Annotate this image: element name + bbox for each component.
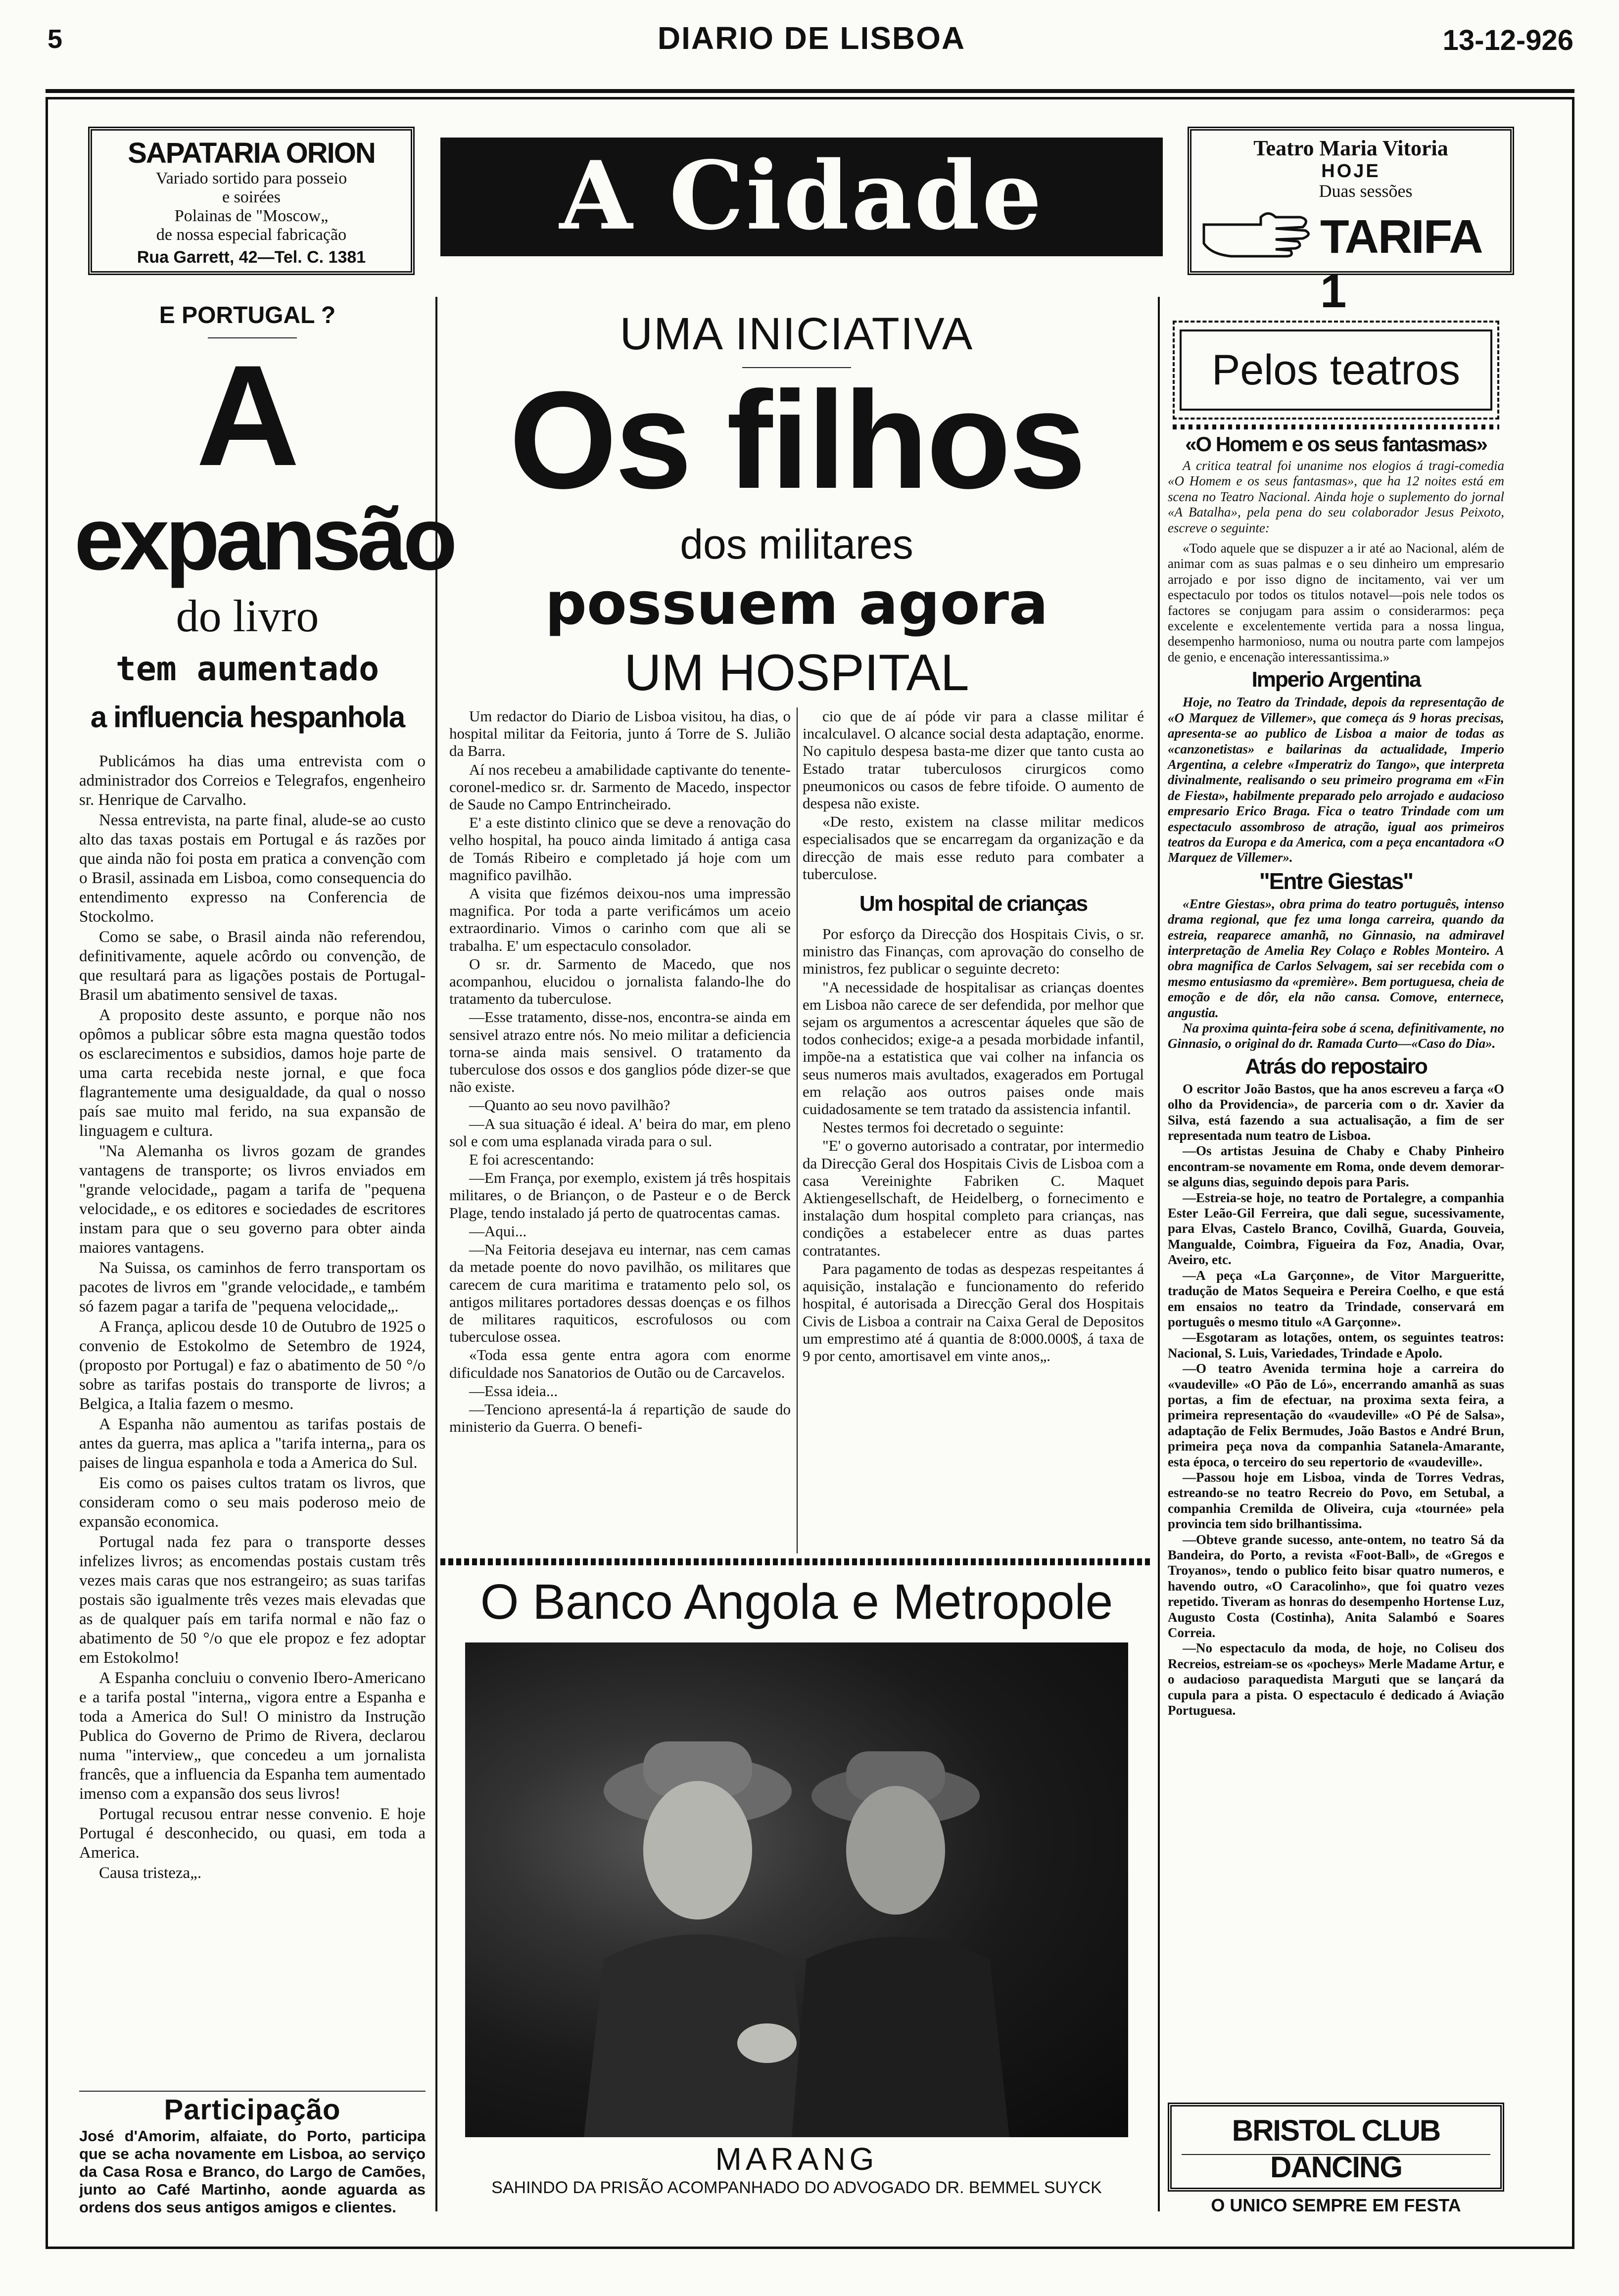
- theatre-paragraph: «Todo aquele que se dispuzer a ir até ao Nacional, além de animar com as suas palmas e o seu dinheiro um empresario arrojado e por isso digno de incitamento, vai ver um espectaculo por todos os titulos notavel—pois nele todos os factores se conjugam para assim o considerarmos: peça excelente e excelentemente vertida para a nossa lingua, desempenho harmonioso, numa ou noutra parte com lampejos de genio, e encenação interessantissima.»: [1168, 541, 1504, 664]
- left-paragraph: Portugal nada fez para o transporte desses infelizes livros; as encomendas postais custam três vezes mais caras que nos estrangeiro; as suas tarifas postais são igualmente três vezes mais elevadas que as de qualquer país em tarifa normal e não faz o abatimento de 50 °/o que ele propoz e fez adoptar em Estokolmo!: [79, 1533, 426, 1667]
- theatre-item: —Estreia-se hoje, no teatro de Portalegre, a companhia Ester Leão-Gil Ferreira, que dali segue, sucessivamente, para Elvas, Castelo Branco, Covilhã, Guarda, Gouveia, Mangualde, Coimbra, Figueira da Foz, Anadia, Ovar, Aveiro, etc.: [1168, 1190, 1504, 1267]
- center-paragraph: —Esse tratamento, disse-nos, encontra-se ainda em sensivel atrazo entre nós. No meio militar a deficiencia torna-se ainda mais sensivel. O tratamento da tuberculose dos ossos e dos ganglios póde dizer-se que não existe.: [449, 1008, 791, 1096]
- center-paragraph: Aí nos recebeu a amabilidade captivante do tenente-coronel-medico sr. dr. Sarmento de Macedo, inspector de Saude no Campo Entrincheirado.: [449, 760, 791, 813]
- theatre-item: —Os artistas Jesuina de Chaby e Chaby Pinheiro encontram-se novamente em Roma, onde devem demorar-se alguns dias, seguindo depois para Paris.: [1168, 1143, 1504, 1190]
- theatre-paragraph: A critica teatral foi unanime nos elogios á tragi-comedia «O Homem e os seus fantasmas», que ha 12 noites está em scena no Teatro Nacional. Ainda hoje o suplemento do jornal «A Batalha», pela pena do seu colaborador Jesus Peixoto, escreve o seguinte:: [1168, 458, 1504, 535]
- theatre-title-box: [1173, 321, 1499, 420]
- ad-bristol-title: BRISTOL CLUB DANCING: [1232, 2114, 1440, 2184]
- theatre-title: Pelos teatros: [1212, 346, 1460, 394]
- ad-teatro-hoje: HOJE: [1321, 161, 1381, 182]
- theatre-item: —Obteve grande sucesso, ante-ontem, no teatro Sá da Bandeira, do Porto, a revista «Foot-Ball», de «Gregos e Troyanos», tendo o publico feito bisar quatro numeros, e havendo outro, «O Caracolinho», que foi quatro vezes repetido. Tiveram as honras do desempenho Hortense Luz, Augusto Costa (Costinha), Anita Salambó e Soares Correia.: [1168, 1532, 1504, 1640]
- center-paragraph: —Na Feitoria desejava eu internar, nas cem camas da metade poente do novo pavilhão, os militares que carecem de cura maritima e tratamento pelo sol, os antigos militares portadores dessas doenças e os filhos de militares raquiticos, escrofulosos ou com tuberculose ossea.: [449, 1241, 791, 1346]
- center-headline-b: dos militares: [680, 521, 913, 567]
- left-paragraph: Nessa entrevista, na parte final, alude-se ao custo alto das taxas postais em Portugal e ás razões por que ainda não foi posta em pratica a convenção com o Brasil, assinada em Lisboa, como consequencia do entendimento expresso na Conferencia de Stockolmo.: [79, 811, 426, 926]
- center-paragraph: Nestes termos foi decretado o seguinte:: [822, 1119, 1064, 1136]
- center-paragraph: —Quanto ao seu novo pavilhão?: [469, 1096, 670, 1114]
- left-headline-c: do livro: [176, 591, 319, 641]
- theatre-item: —O teatro Avenida termina hoje a carreira do «vaudeville» «O Pão de Ló», encerrando amanhã as suas portas, a fim de efectuar, na proxima sexta feira, a primeira representação do «vaudeville» «O Pé de Salsa», adaptação de Felix Bermudes, João Bastos e André Brun, primeira peça nova da companhia Satanela-Amarante, esta época, o terceiro do seu repertorio de «vaudeville».: [1168, 1361, 1504, 1469]
- left-paragraph: Eis como os paises cultos tratam os livros, que consideram como o seu mais poderoso meio de expansão economica.: [79, 1474, 426, 1531]
- center-paragraph: O sr. dr. Sarmento de Macedo, que nos acompanhou, elucidou o jornalista falando-lhe do tratamento da tuberculose.: [449, 955, 791, 1008]
- left-paragraph: Portugal recusou entrar nesse convenio. E hoje Portugal é desconhecido, ou quasi, em toda a America.: [79, 1805, 426, 1862]
- photo-feature-border: [440, 1558, 1153, 1565]
- center-headline-c: possuem agora: [545, 569, 1048, 638]
- center-paragraph: Por esforço da Direcção dos Hospitais Civis, o sr. ministro das Finanças, com aprovação do conselho de ministros, fez publicar o seguinte decreto:: [803, 925, 1144, 978]
- ad-bristol-club: [1168, 2103, 1504, 2215]
- center-paragraph: "A necessidade de hospitalisar as crianças doentes em Lisboa não carece de ser defendida, por melhor que sejam os argumentos a acrescentar áqueles que são de todos conhecidos; exige-a a pesada morbidade infantil, impõe-na a estatistica que vai colher na infancia os seus numeros mais avultados, exagerados em Portugal em relação aos outros paises onde mais cuidadosamente se tem tratado da assistencia infantil.: [803, 978, 1144, 1118]
- center-paragraph: —Essa ideia...: [469, 1382, 558, 1400]
- masthead-rule: [46, 89, 1574, 93]
- left-paragraph: "Na Alemanha os livros gozam de grandes vantagens de transporte; os livros enviados em "grande velocidade„ pagam a tarifa de "pequena velocidade„ e os editores e sociedades de escritores instam para que o seu governo para obter ainda maiores vantagens.: [79, 1142, 426, 1257]
- center-paragraph: Um redactor do Diario de Lisboa visitou, ha dias, o hospital militar da Feitoria, junto á Torre de S. Julião da Barra.: [449, 707, 791, 760]
- center-headline-d: UM HOSPITAL: [624, 644, 969, 702]
- center-paragraph: A visita que fizémos deixou-nos uma impressão magnifica. Por toda a parte verificámos um aceio extraordinario. Vimos o carinho com que ali se trabalha. E' um espectaculo consolador.: [449, 885, 791, 954]
- ad-sapataria-line4: de nossa especial fabricação: [156, 226, 347, 244]
- ad-teatro-sessoes: Duas sessões: [1319, 181, 1413, 201]
- center-paragraph: cio que de aí póde vir para a classe militar é incalculavel. O alcance social desta adaptação, enorme. No capitulo despesa basta-me dizer que tanto custa ao Estado tratar tuberculosos cirurgicos como pneumonicos ou casos de febre tifoide. O aumento de despesa não existe.: [803, 707, 1144, 812]
- notice-text: José d'Amorim, alfaiate, do Porto, participa que se acha novamente em Lisboa, ao serviço da Casa Rosa e Branco, do Largo de Camões, junto ao Café Martinho, aonde aguarda as ordens dos seus antigos amigos e clientes.: [79, 2127, 426, 2216]
- center-headline-a: Os filhos: [509, 363, 1084, 517]
- center-paragraph: —Tenciono apresentá-la á repartição de saude do ministerio da Guerra. O benefi-: [449, 1400, 791, 1436]
- page-number: 5: [48, 24, 63, 54]
- left-headline-e: a influencia hespanhola: [90, 701, 405, 734]
- column-rule-right: [1158, 297, 1160, 2211]
- ad-sapataria-line2: e soirées: [222, 188, 281, 206]
- left-headline-b: expansão: [74, 489, 454, 589]
- photo-figures-icon: [465, 1642, 1128, 2137]
- theatre-head-4: Atrás do repostairo: [1245, 1054, 1427, 1078]
- center-paragraph: Para pagamento de todas as despezas respeitantes á aquisição, instalação e funcionamento do referido hospital, é autorisada a Direcção Geral dos Hospitais Civis de Lisboa a contrair na Caixa Geral de Depositos um emprestimo até á quantia de 8:000.000$, á taxa de 9 por cento, amortisavel em vinte anos„.: [803, 1260, 1144, 1364]
- left-paragraph: Publicámos ha dias uma entrevista com o administrador dos Correios e Telegrafos, engenheiro sr. Henrique de Carvalho.: [79, 752, 426, 809]
- center-inner-rule: [797, 707, 798, 1553]
- theatre-paragraph: Hoje, no Teatro da Trindade, depois da representação de «O Marquez de Villemer», que começa ás 9 horas precisas, apresenta-se ao publico de Lisboa a maior de todas as «canzonetistas» e bailarinas da actualidade, Imperio Argentina, a celebre «Imperatriz do Tango», que interpreta divinalmente, realisando o seu primeiro programa em «Fin de Fiesta», habilmente preparado pelo arrojado e audacioso empresario Erico Braga. Fica o teatro Trindade com um espectaculo assombroso de atração, igual aos primeiros teatros da Europa e da America, com a peça encantadora «O Marquez de Villemer».: [1168, 695, 1504, 865]
- center-paragraph: E' a este distinto clinico que se deve a renovação do velho hospital, ha pouco ainda limitado á antiga casa de Tomás Ribeiro e completado já hoje com um magnifico pavilhão.: [449, 814, 791, 884]
- theatre-dotted-rule: [1173, 424, 1499, 429]
- theatre-item: —Passou hoje em Lisboa, vinda de Torres Vedras, estreando-se no teatro Recreio do Povo, em Setubal, a companhia Cremilda de Oliveira, cuja «tournée» pela provincia tem sido brilhantissima.: [1168, 1469, 1504, 1532]
- left-paragraph: A França, aplicou desde 10 de Outubro de 1925 o convenio de Estokolmo de Setembro de 1924, (proposto por Portugal) e faz o abatimento de 50 °/o sobre as tarifas postais do transporte de livros; a Belgica, a Italia fazem o mesmo.: [79, 1318, 426, 1413]
- pointing-hand-icon: [1201, 205, 1315, 259]
- ad-sapataria-line3: Polainas de "Moscow„: [174, 207, 329, 225]
- center-paragraph: «Toda essa gente entra agora com enorme dificuldade nos Sanatorios de Outão ou de Carcavelos.: [449, 1346, 791, 1381]
- theatre-paragraph: Na proxima quinta-feira sobe á scena, definitivamente, no Ginnasio, o original do dr. Ramada Curto—«Caso do Dia».: [1168, 1021, 1504, 1051]
- center-column-2: [803, 707, 1144, 1365]
- photo-marang-lawyer: [465, 1642, 1128, 2137]
- center-paragraph: "E' o governo autorisado a contratar, por intermedio da Direcção Geral dos Hospitais Civis de Lisboa com a casa Vereinighte Fabriken C. Maquet Aktiengesellschaft, de Heidelberg, o fornecimento e instalação dum hospital completo para crianças, nas condições a estabelecer entre as duas partes contratantes.: [803, 1137, 1144, 1259]
- center-subhead: Um hospital de crianças: [859, 891, 1088, 916]
- center-column-1: [449, 707, 791, 1436]
- section-title: A Cidade: [559, 141, 1044, 251]
- center-paragraph: —Aqui...: [469, 1222, 527, 1240]
- center-paragraph: «De resto, existem na classe militar medicos especialisados que se encarregam da organização e da direcção de mais esse reduto para combater a tuberculose.: [803, 813, 1144, 883]
- center-paragraph: —A sua situação é ideal. A' beira do mar, em pleno sol e com uma esplanada virada para o sul.: [449, 1115, 791, 1150]
- left-paragraph: A Espanha concluiu o convenio Ibero-Americano e a tarifa postal "interna„ vigora entre a Espanha e toda a America do Sul! O ministro da Instrução Publica do Governo de Primo de Rivera, declarou numa "interview„ que concedeu a um jornalista francês, que a influencia da Espanha tem aumentado imenso com a expansão dos seus livros!: [79, 1669, 426, 1803]
- notice-title: Participação: [164, 2094, 341, 2126]
- center-paragraph: E foi acrescentando:: [469, 1151, 595, 1169]
- center-paragraph: —Em França, por exemplo, existem já três hospitais militares, o de Briançon, o de Pasteur e o de Berck Plage, tendo instalado já perto de quatrocentas camas.: [449, 1169, 791, 1221]
- ad-teatro-title: Teatro Maria Vitoria: [1253, 136, 1448, 160]
- theatre-column-body: [1168, 430, 1504, 1718]
- ad-bristol-subtitle: O UNICO SEMPRE EM FESTA: [1211, 2195, 1461, 2215]
- left-paragraph: Causa tristeza„.: [99, 1864, 202, 1882]
- photo-headline: O Banco Angola e Metropole: [480, 1574, 1113, 1630]
- issue-date: 13-12-926: [1442, 24, 1573, 56]
- left-article-kicker: E PORTUGAL ?: [159, 302, 336, 328]
- theatre-head-2: Imperio Argentina: [1251, 667, 1421, 692]
- theatre-head-3: "Entre Giestas": [1259, 868, 1413, 894]
- ad-sapataria-line1: Variado sortido para posseio: [155, 169, 347, 187]
- section-title-banner: [440, 138, 1163, 256]
- notice-rule: [79, 2091, 426, 2092]
- left-headline-a: A: [196, 335, 299, 496]
- left-paragraph: Como se sabe, o Brasil ainda não referendou, definitivamente, aquele acôrdo ou convenção, de que resultará para as ligações postais de Portugal-Brasil um abatimento sensivel de taxas.: [79, 928, 426, 1004]
- left-headline-d: tem aumentado: [115, 650, 380, 689]
- theatre-item: —No espectaculo da moda, de hoje, no Coliseu dos Recreios, estreiam-se os «pocheys» Merle Madame Artur, e o audacioso paraquedista Marguti que se lançará da cupula para a pista. O espectaculo é dedicado á Aviação Portuguesa.: [1168, 1640, 1504, 1718]
- theatre-head-1: «O Homem e os seus fantasmas»: [1185, 432, 1487, 456]
- left-article-body: [79, 752, 426, 1884]
- theatre-item: O escritor João Bastos, que ha anos escreveu a farça «O olho da Providencia», de parceria com o dr. Xavier da Silva, está fazendo a sua actualisação, a fim de ser representada num teatro de Lisboa.: [1168, 1081, 1504, 1143]
- photo-name: MARANG: [715, 2141, 878, 2177]
- center-article-kicker: UMA INICIATIVA: [619, 309, 974, 359]
- theatre-paragraph: «Entre Giestas», obra prima do teatro português, intenso drama regional, que fez uma longa carreira, quando da estreia, reaparece amanhã, no Ginnasio, na admiravel interpretação de Amelia Rey Colaço e Robles Monteiro. A obra magnifica de Carlos Selvagem, sai ser recebida com o mesmo entusiasmo da «première». Bem portuguesa, cheia de emoção e de dôr, ela não cansa. Comove, enternece, angustia.: [1168, 896, 1504, 1020]
- left-paragraph: A Espanha não aumentou as tarifas postais de antes da guerra, mas aplica a "tarifa interna„ para os paises de lingua espanhola e toda a America do Sul.: [79, 1415, 426, 1472]
- photo-caption: SAHINDO DA PRISÃO ACOMPANHADO DO ADVOGADO DR. BEMMEL SUYCK: [491, 2178, 1102, 2197]
- ad-sapataria-address: Rua Garrett, 42—Tel. C. 1381: [137, 248, 366, 267]
- ad-sapataria-orion: [88, 127, 415, 275]
- ad-teatro-tarifa: TARIFA 1: [1320, 210, 1480, 318]
- paper-name: DIARIO DE LISBOA: [657, 20, 966, 56]
- ad-sapataria-title: SAPATARIA ORION: [128, 137, 375, 169]
- theatre-item: —A peça «La Garçonne», de Vitor Margueritte, tradução de Matos Sequeira e Pereira Coelho, e que está em ensaios no teatro da Trindade, conservará em português o mesmo titulo «A Garçonne».: [1168, 1267, 1504, 1329]
- ad-teatro-maria-vitoria: [1188, 127, 1514, 318]
- left-paragraph: A proposito deste assunto, e porque não nos opômos a publicar sôbre esta magna questão todos os esclarecimentos e subsidios, damos hoje parte de uma carta recebida neste jornal, e que foca flagrantemente uma desigualdade, da qual o nosso país sae muito mal ferido, na sua expansão de linguagem e cultura.: [79, 1006, 426, 1140]
- left-paragraph: Na Suissa, os caminhos de ferro transportam os pacotes de livros em "grande velocidade„ e também só fazem pagar a tarifa de "pequena velocidade„.: [79, 1259, 426, 1315]
- theatre-item: —Esgotaram as lotações, ontem, os seguintes teatros: Nacional, S. Luis, Variedades, Trindade e Apolo.: [1168, 1330, 1504, 1360]
